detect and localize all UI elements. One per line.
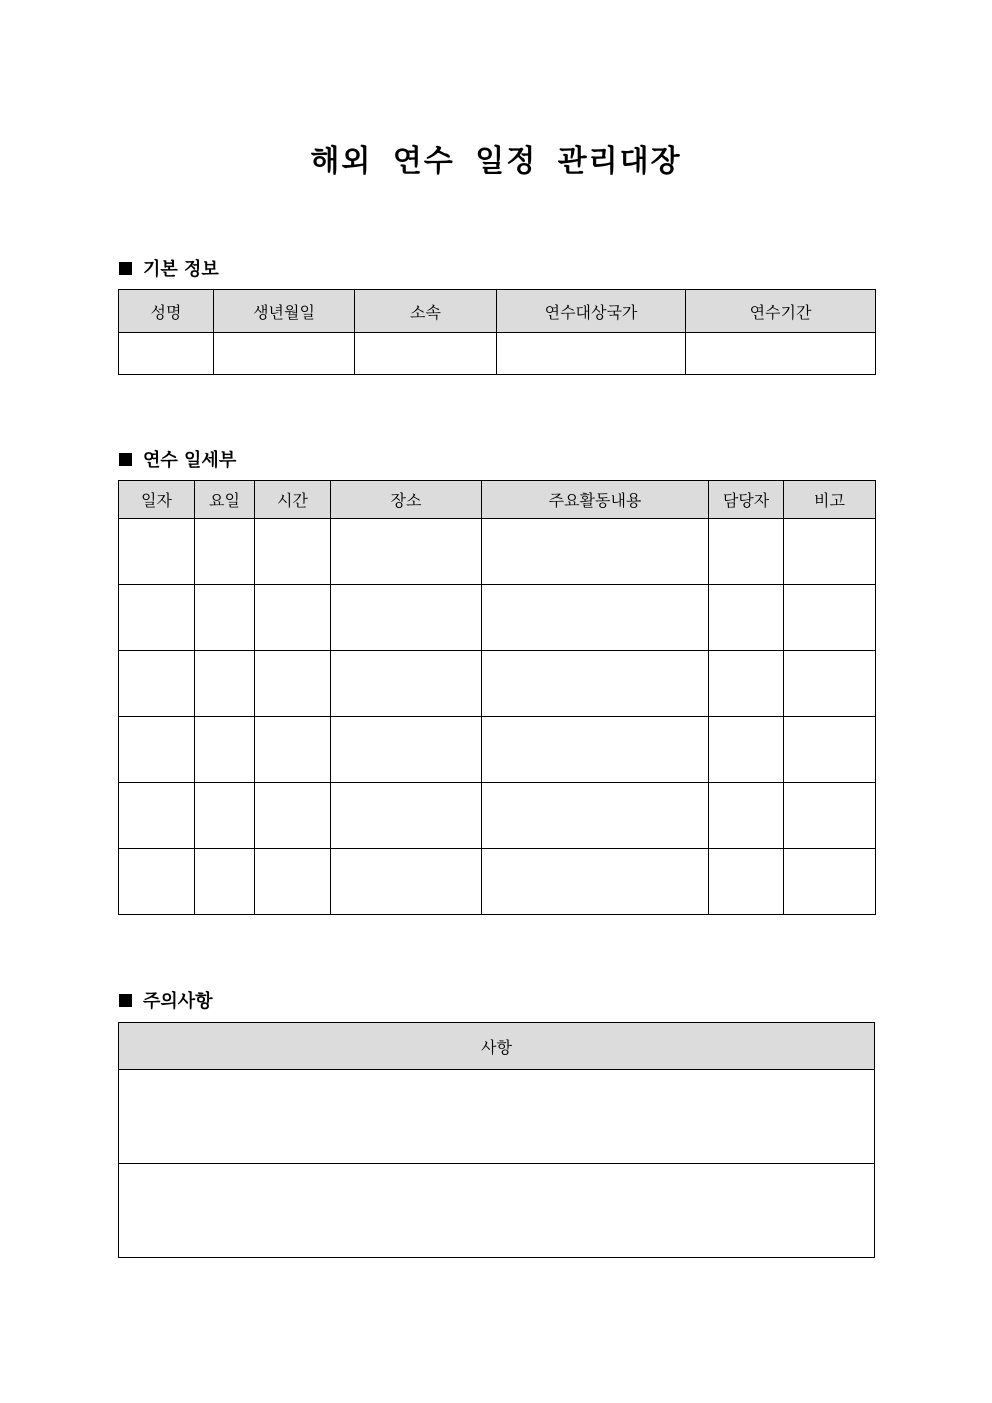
table-row xyxy=(119,1164,875,1258)
manager-cell[interactable] xyxy=(709,849,784,915)
square-bullet-icon xyxy=(119,453,132,466)
place-cell[interactable] xyxy=(331,519,482,585)
header-country: 연수대상국가 xyxy=(497,290,686,333)
section-heading-label: 기본 정보 xyxy=(143,259,219,280)
header-manager: 담당자 xyxy=(709,481,784,519)
section-heading-detail xyxy=(119,446,236,472)
weekday-cell[interactable] xyxy=(195,651,255,717)
name-cell[interactable] xyxy=(119,333,214,375)
place-cell[interactable] xyxy=(331,783,482,849)
time-cell[interactable] xyxy=(255,849,331,915)
manager-cell[interactable] xyxy=(709,783,784,849)
activity-cell[interactable] xyxy=(482,849,709,915)
place-cell[interactable] xyxy=(331,717,482,783)
time-cell[interactable] xyxy=(255,585,331,651)
weekday-cell[interactable] xyxy=(195,783,255,849)
header-period: 연수기간 xyxy=(686,290,876,333)
section-heading-basic xyxy=(119,255,219,281)
place-cell[interactable] xyxy=(331,849,482,915)
header-name: 성명 xyxy=(119,290,214,333)
activity-cell[interactable] xyxy=(482,585,709,651)
table-row xyxy=(119,717,876,783)
table-header-row xyxy=(119,481,876,519)
place-cell[interactable] xyxy=(331,651,482,717)
table-row xyxy=(119,519,876,585)
header-activity: 주요활동내용 xyxy=(482,481,709,519)
time-cell[interactable] xyxy=(255,717,331,783)
manager-cell[interactable] xyxy=(709,717,784,783)
header-time: 시간 xyxy=(255,481,331,519)
remarks-cell[interactable] xyxy=(784,585,876,651)
activity-cell[interactable] xyxy=(482,519,709,585)
table-header-row xyxy=(119,1023,875,1070)
time-cell[interactable] xyxy=(255,651,331,717)
note-cell[interactable] xyxy=(119,1164,875,1258)
table-header-row xyxy=(119,290,876,333)
table-row xyxy=(119,585,876,651)
page-title: 해외 연수 일정 관리대장 xyxy=(310,144,682,179)
weekday-cell[interactable] xyxy=(195,519,255,585)
date-cell[interactable] xyxy=(119,849,195,915)
date-cell[interactable] xyxy=(119,519,195,585)
remarks-cell[interactable] xyxy=(784,717,876,783)
weekday-cell[interactable] xyxy=(195,717,255,783)
manager-cell[interactable] xyxy=(709,651,784,717)
place-cell[interactable] xyxy=(331,585,482,651)
remarks-cell[interactable] xyxy=(784,651,876,717)
country-cell[interactable] xyxy=(497,333,686,375)
date-cell[interactable] xyxy=(119,585,195,651)
remarks-cell[interactable] xyxy=(784,849,876,915)
date-cell[interactable] xyxy=(119,783,195,849)
remarks-cell[interactable] xyxy=(784,519,876,585)
header-place: 장소 xyxy=(331,481,482,519)
header-affiliation: 소속 xyxy=(355,290,497,333)
table-row xyxy=(119,783,876,849)
activity-cell[interactable] xyxy=(482,783,709,849)
affiliation-cell[interactable] xyxy=(355,333,497,375)
birthdate-cell[interactable] xyxy=(214,333,355,375)
section-heading-label: 주의사항 xyxy=(143,991,213,1012)
weekday-cell[interactable] xyxy=(195,585,255,651)
time-cell[interactable] xyxy=(255,519,331,585)
time-cell[interactable] xyxy=(255,783,331,849)
section-heading-notes xyxy=(119,987,213,1013)
square-bullet-icon xyxy=(119,262,132,275)
date-cell[interactable] xyxy=(119,717,195,783)
schedule-detail-table xyxy=(118,480,876,915)
date-cell[interactable] xyxy=(119,651,195,717)
table-row xyxy=(119,1070,875,1164)
table-row xyxy=(119,651,876,717)
section-heading-label: 연수 일세부 xyxy=(143,450,237,471)
manager-cell[interactable] xyxy=(709,585,784,651)
header-remarks: 비고 xyxy=(784,481,876,519)
note-cell[interactable] xyxy=(119,1070,875,1164)
manager-cell[interactable] xyxy=(709,519,784,585)
notes-table xyxy=(118,1022,875,1258)
square-bullet-icon xyxy=(119,994,132,1007)
basic-info-table xyxy=(118,289,876,375)
table-row xyxy=(119,333,876,375)
remarks-cell[interactable] xyxy=(784,783,876,849)
activity-cell[interactable] xyxy=(482,651,709,717)
header-item: 사항 xyxy=(119,1023,875,1070)
header-birthdate: 생년월일 xyxy=(214,290,355,333)
period-cell[interactable] xyxy=(686,333,876,375)
activity-cell[interactable] xyxy=(482,717,709,783)
header-date: 일자 xyxy=(119,481,195,519)
weekday-cell[interactable] xyxy=(195,849,255,915)
header-weekday: 요일 xyxy=(195,481,255,519)
table-row xyxy=(119,849,876,915)
